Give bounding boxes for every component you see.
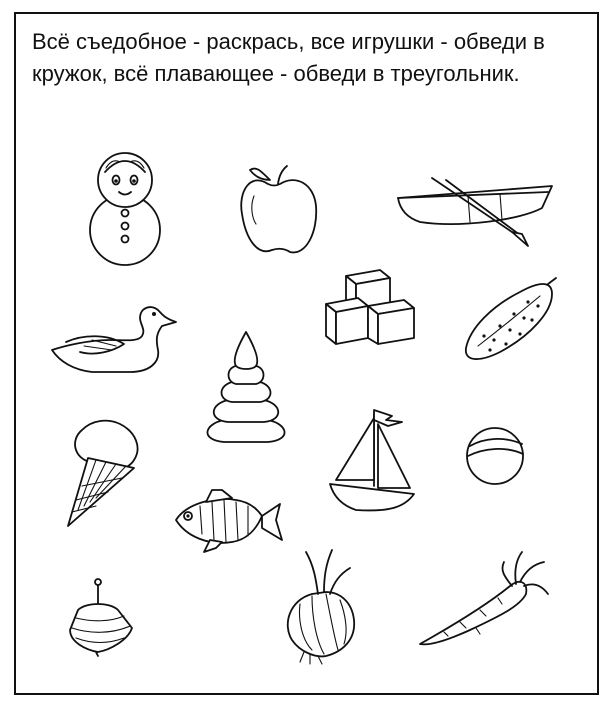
rowing-boat-icon [398, 178, 552, 246]
spinning-top-icon [70, 579, 132, 656]
toy-blocks-icon [326, 270, 414, 344]
fish-icon [176, 490, 282, 552]
onion-icon [288, 550, 354, 664]
duck-icon [52, 307, 176, 372]
ring-pyramid-icon [207, 332, 284, 442]
apple-icon [241, 166, 316, 252]
carrot-icon [420, 552, 548, 644]
cucumber-icon [466, 278, 556, 359]
ice-cream-cone-icon [68, 421, 138, 526]
sailboat-icon [330, 410, 414, 510]
roly-poly-doll-icon [90, 153, 160, 265]
instruction-text: Всё съедобное - раскрась, все игрушки - обведи в кружок, всё плавающее - обведи в треугольник. [32, 29, 545, 86]
ball-icon [467, 428, 523, 484]
